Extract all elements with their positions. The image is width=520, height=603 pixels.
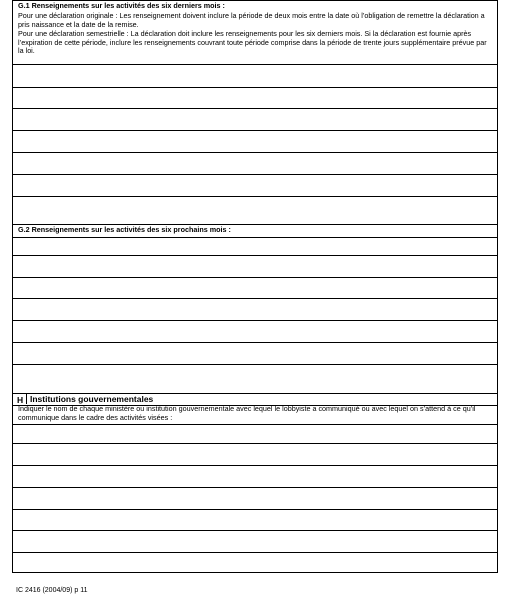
section-h-letter: H (17, 395, 24, 405)
section-h-title: Institutions gouvernementales (30, 394, 154, 404)
h-answer-line[interactable] (12, 443, 498, 444)
h-answer-line[interactable] (12, 487, 498, 488)
g2-answer-line[interactable] (12, 364, 498, 365)
h-answer-line[interactable] (12, 424, 498, 425)
form-footer: IC 2416 (2004/09) p 11 (16, 587, 88, 594)
g1-answer-line[interactable] (12, 130, 498, 131)
g1-answer-line[interactable] (12, 108, 498, 109)
h-answer-line[interactable] (12, 530, 498, 531)
g2-answer-line[interactable] (12, 237, 498, 238)
g2-answer-line[interactable] (12, 320, 498, 321)
g1-answer-line[interactable] (12, 174, 498, 175)
g2-answer-line[interactable] (12, 255, 498, 256)
bottom-border (12, 572, 498, 573)
g2-answer-line[interactable] (12, 298, 498, 299)
h-answer-line[interactable] (12, 509, 498, 510)
g1-answer-line[interactable] (12, 152, 498, 153)
h-answer-line[interactable] (12, 465, 498, 466)
g1-paragraph-original: Pour une déclaration originale : Les renseignement doivent inclure la période de deux mois entre la date où l’obligation de remettre la déclaration a pris naissance et la date de la remise. (18, 11, 485, 29)
g1-heading: G.1 Renseignements sur les activités des six derniers mois : (18, 1, 225, 10)
g1-paragraph-semestrielle: Pour une déclaration semestrielle : La déclaration doit inclure les renseignements pour les six derniers mois. Si la déclaration est fournie après l’expiration de cette période, inclure les renseignements couvrant toute période comprise dans la période de trente jours supplémentaire prévue par la loi. (18, 29, 487, 56)
h-answer-line[interactable] (12, 552, 498, 553)
section-h-instruction: Indiquer le nom de chaque ministère ou institution gouvernementale avec lequel le lobbyiste a communiqué ou avec lequel on s’attend à ce qu’il communique dans le cadre des activités visées : (18, 404, 476, 422)
g1-answer-line[interactable] (12, 196, 498, 197)
g2-heading: G.2 Renseignements sur les activités des six prochains mois : (18, 225, 231, 234)
g2-answer-line[interactable] (12, 342, 498, 343)
g1-answer-line[interactable] (12, 64, 498, 65)
g2-answer-line[interactable] (12, 277, 498, 278)
g1-answer-line[interactable] (12, 87, 498, 88)
section-h-divider (26, 394, 27, 404)
